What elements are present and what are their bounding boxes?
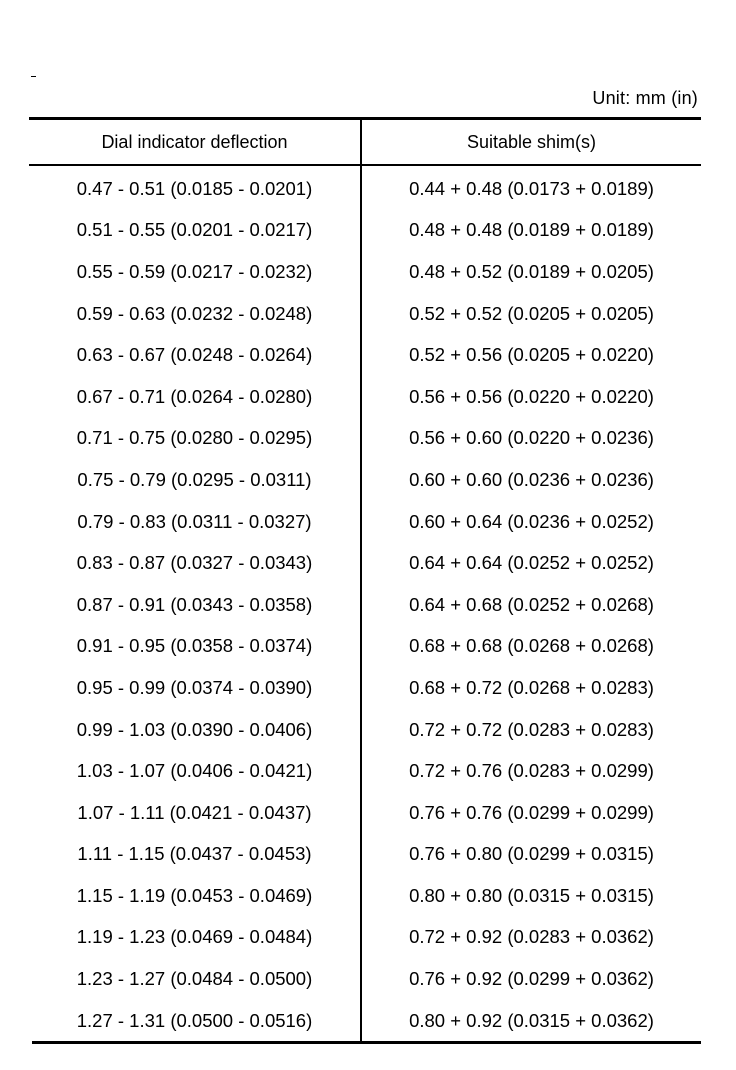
deflection-cell: 0.83 - 0.87 (0.0327 - 0.0343): [76, 552, 313, 574]
shim-cell: 0.48 + 0.52 (0.0189 + 0.0205): [409, 260, 654, 282]
shim-cell: 0.76 + 0.76 (0.0299 + 0.0299): [409, 801, 654, 823]
deflection-cell: 0.75 - 0.79 (0.0295 - 0.0311): [77, 468, 312, 490]
table-grid: [29, 120, 701, 1041]
shim-cell: 0.68 + 0.68 (0.0268 + 0.0268): [409, 635, 654, 657]
deflection-cell: 0.95 - 0.99 (0.0374 - 0.0390): [76, 676, 313, 698]
shim-cell: 0.64 + 0.68 (0.0252 + 0.0268): [409, 593, 654, 615]
shim-cells: [362, 166, 701, 1041]
shim-cell: 0.60 + 0.64 (0.0236 + 0.0252): [409, 510, 654, 532]
deflection-cell: 0.87 - 0.91 (0.0343 - 0.0358): [76, 593, 313, 615]
deflection-cell: 1.27 - 1.31 (0.0500 - 0.0516): [76, 1009, 313, 1031]
deflection-cell: 0.59 - 0.63 (0.0232 - 0.0248): [76, 302, 313, 324]
deflection-cell: 0.55 - 0.59 (0.0217 - 0.0232): [76, 260, 313, 282]
shim-cell: 0.56 + 0.56 (0.0220 + 0.0220): [409, 385, 654, 407]
shim-cell: 0.56 + 0.60 (0.0220 + 0.0236): [409, 427, 654, 449]
shim-cell: 0.72 + 0.76 (0.0283 + 0.0299): [409, 760, 654, 782]
deflection-column-header: Dial indicator deflection: [29, 120, 360, 166]
shim-cell: 0.48 + 0.48 (0.0189 + 0.0189): [409, 219, 654, 241]
deflection-cell: 0.99 - 1.03 (0.0390 - 0.0406): [76, 718, 313, 740]
deflection-cell: 1.15 - 1.19 (0.0453 - 0.0469): [76, 884, 313, 906]
deflection-cell: 0.79 - 0.83 (0.0311 - 0.0327): [77, 510, 312, 532]
deflection-cell: 1.19 - 1.23 (0.0469 - 0.0484): [76, 926, 313, 948]
deflection-cell: 1.03 - 1.07 (0.0406 - 0.0421): [76, 760, 313, 782]
deflection-cell: 0.91 - 0.95 (0.0358 - 0.0374): [76, 635, 313, 657]
deflection-cell: 0.51 - 0.55 (0.0201 - 0.0217): [76, 219, 313, 241]
unit-label: Unit: mm (in): [592, 88, 698, 108]
deflection-cell: 0.67 - 0.71 (0.0264 - 0.0280): [76, 385, 313, 407]
shim-cell: 0.80 + 0.92 (0.0315 + 0.0362): [409, 1009, 654, 1031]
shim-cell: 0.68 + 0.72 (0.0268 + 0.0283): [409, 676, 654, 698]
deflection-cell: 0.63 - 0.67 (0.0248 - 0.0264): [76, 344, 313, 366]
deflection-column: [29, 120, 362, 1041]
deflection-cell: 0.47 - 0.51 (0.0185 - 0.0201): [76, 177, 313, 199]
scan-speck: [31, 76, 36, 77]
shim-cell: 0.64 + 0.64 (0.0252 + 0.0252): [409, 552, 654, 574]
shim-cell: 0.44 + 0.48 (0.0173 + 0.0189): [409, 177, 654, 199]
deflection-cell: 1.11 - 1.15 (0.0437 - 0.0453): [77, 843, 312, 865]
shim-cell: 0.80 + 0.80 (0.0315 + 0.0315): [409, 884, 654, 906]
shim-cell: 0.76 + 0.92 (0.0299 + 0.0362): [409, 968, 654, 990]
deflection-cell: 1.07 - 1.11 (0.0421 - 0.0437): [77, 801, 312, 823]
deflection-cell: 0.71 - 0.75 (0.0280 - 0.0295): [76, 427, 313, 449]
deflection-cell: 1.23 - 1.27 (0.0484 - 0.0500): [76, 968, 313, 990]
shim-column: [362, 120, 701, 1041]
shim-column-header: Suitable shim(s): [362, 120, 701, 166]
deflection-cells: [29, 166, 360, 1041]
shim-cell: 0.72 + 0.92 (0.0283 + 0.0362): [409, 926, 654, 948]
shim-selection-table: [29, 117, 701, 1044]
shim-cell: 0.76 + 0.80 (0.0299 + 0.0315): [409, 843, 654, 865]
shim-cell: 0.52 + 0.56 (0.0205 + 0.0220): [409, 344, 654, 366]
shim-cell: 0.72 + 0.72 (0.0283 + 0.0283): [409, 718, 654, 740]
table-bottom-rule: [32, 1041, 701, 1044]
shim-cell: 0.60 + 0.60 (0.0236 + 0.0236): [409, 468, 654, 490]
shim-cell: 0.52 + 0.52 (0.0205 + 0.0205): [409, 302, 654, 324]
